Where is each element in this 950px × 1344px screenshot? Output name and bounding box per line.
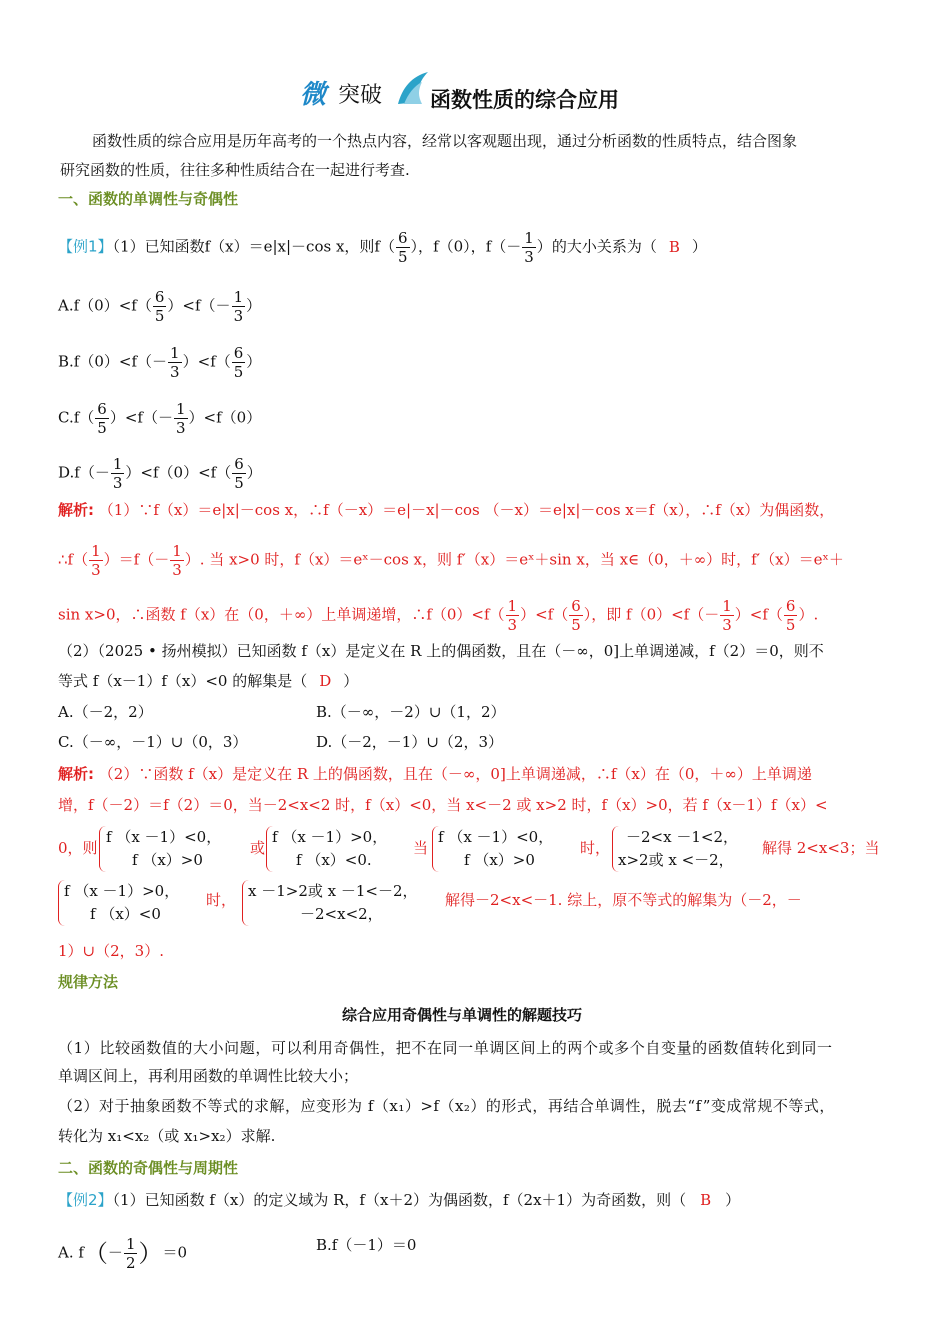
example-2-tag: 【例2】 [58,1191,113,1209]
option-d-2: D.（－2，－1）∪（2，3） [316,733,504,751]
option-a-3: A. f（－ $\frac{1}{2}$ ）＝0 [58,1235,188,1272]
method-p2-line-1: （2）对于抽象函数不等式的求解，应变形为 f（x₁）>f（x₂）的形式，再结合单调性，脱去“f”变成常规不等式， [58,1097,835,1115]
fraction: $\frac{6}{5}$ [397,229,408,266]
solution-1-line-1: 解析: （1）∵f（x）＝e|x|－cos x，∴f（－x）＝e|－x|－cos （－x）＝e|x|－cos x＝f（x），∴f（x）为偶函数， [58,501,835,519]
logo-wave-icon [394,68,432,108]
q-function: f（x）＝e|x|－cos x [204,237,345,256]
option-b-3: B.f（－1）＝0 [316,1236,417,1254]
solution-1-line-2: ∴f（ $\frac{1}{3}$ ）＝f（－ $\frac{1}{3}$ ）. 当 x>0 时，f（x）＝eˣ－cos x，则 f′（x）＝eˣ＋sin x，当 x∈（0，＋∞）时，f′（x）＝eˣ＋ [58,542,844,579]
q-text: （1）已知函数 [112,237,205,256]
option-b: B.f（0）<f（－ $\frac{1}{3}$ ）<f（ $\frac{6}{5}$ ） [58,344,262,381]
example-1-part-2-line-1: （2）（2025 • 扬州模拟）已知函数 f（x）是定义在 R 上的偶函数，且在（－∞，0]上单调递减，f（2）＝0，则不 [58,642,824,660]
logo-wei: 微 [300,80,327,110]
option-a: A.f（0）<f（ $\frac{6}{5}$ ）<f（－ $\frac{1}{3}$ ） [58,288,262,325]
example-2-question: 【例2】（1）已知函数 f（x）的定义域为 R，f（x＋2）为偶函数，f（2x＋1）为奇函数，则（ B ） [58,1191,741,1209]
intro-line-2: 研究函数的性质，往往多种性质结合在一起进行考查. [60,161,410,179]
method-title: 综合应用奇偶性与单调性的解题技巧 [342,1006,583,1024]
example-1-question: 【例1】（1）已知函数f（x）＝e|x|－cos x，则f（ $\frac{6}{5}$ ），f（0），f（－ $\frac{1}{3}$ ）的大小关系为（ B ） [58,229,707,266]
option-c-2: C.（－∞，－1）∪（0，3） [58,733,248,751]
answer-1: B [668,237,680,256]
header [300,68,660,114]
method-p1-line-2: 单调区间上，再利用函数的单调性比较大小； [58,1067,359,1085]
solution-2-line-1: 解析: （2）∵函数 f（x）是定义在 R 上的偶函数，且在（－∞，0]上单调递减，∴f（x）在（0，＋∞）上单调递 [58,765,812,783]
method-heading: 规律方法 [58,973,119,991]
option-b-2: B.（－∞，－2）∪（1，2） [316,703,506,721]
section-heading-1: 一、函数的单调性与奇偶性 [58,190,239,208]
option-a-2: A.（－2，2） [58,703,153,721]
page-title: 函数性质的综合应用 [430,88,619,112]
example-1-tag: 【例1】 [58,237,113,256]
section-heading-2: 二、函数的奇偶性与周期性 [58,1159,239,1177]
intro-line-1: 函数性质的综合应用是历年高考的一个热点内容，经常以客观题出现，通过分析函数的性质特点，结合图象 [92,132,798,150]
solution-2-line-2: 增，f（－2）＝f（2）＝0，当－2<x<2 时，f（x）<0，当 x<－2 或 x>2 时，f（x）>0，若 f（x－1）f（x）< [58,796,828,814]
fraction: $\frac{1}{3}$ [524,229,534,266]
solution-label: 解析: [58,765,94,783]
method-p2-line-2: 转化为 x₁<x₂（或 x₁>x₂）求解. [58,1127,276,1145]
logo-tupo: 突破 [338,83,383,108]
q-text: f（ [374,237,395,256]
solution-label: 解析: [58,501,94,519]
method-p1-line-1: （1）比较函数值的大小问题，可以利用奇偶性，把不在同一单调区间上的两个或多个自变量的函数值转化到同一 [58,1039,833,1057]
solution-1-line-3: sin x>0，∴函数 f（x）在（0，＋∞）上单调递增，∴f（0）<f（ $\frac{1}{3}$ ）<f（ $\frac{6}{5}$ ），即 f（0）<f（－ $\frac{1}{3}$ ）<f（ $\frac{6}{5}$ ）. [58,597,819,634]
option-c: C.f（ $\frac{6}{5}$ ）<f（－ $\frac{1}{3}$ ）<f（0） [58,400,262,437]
example-1-part-2-line-2: 等式 f（x－1）f（x）<0 的解集是（ D ） [58,672,359,690]
answer-3: B [700,1191,712,1209]
option-d: D.f（－ $\frac{1}{3}$ ）<f（0）<f（ $\frac{6}{5}$ ） [58,455,262,492]
solution-2-line-5: 1）∪（2，3）. [58,942,164,960]
answer-2: D [319,672,332,690]
q-text: ，则 [344,237,375,256]
